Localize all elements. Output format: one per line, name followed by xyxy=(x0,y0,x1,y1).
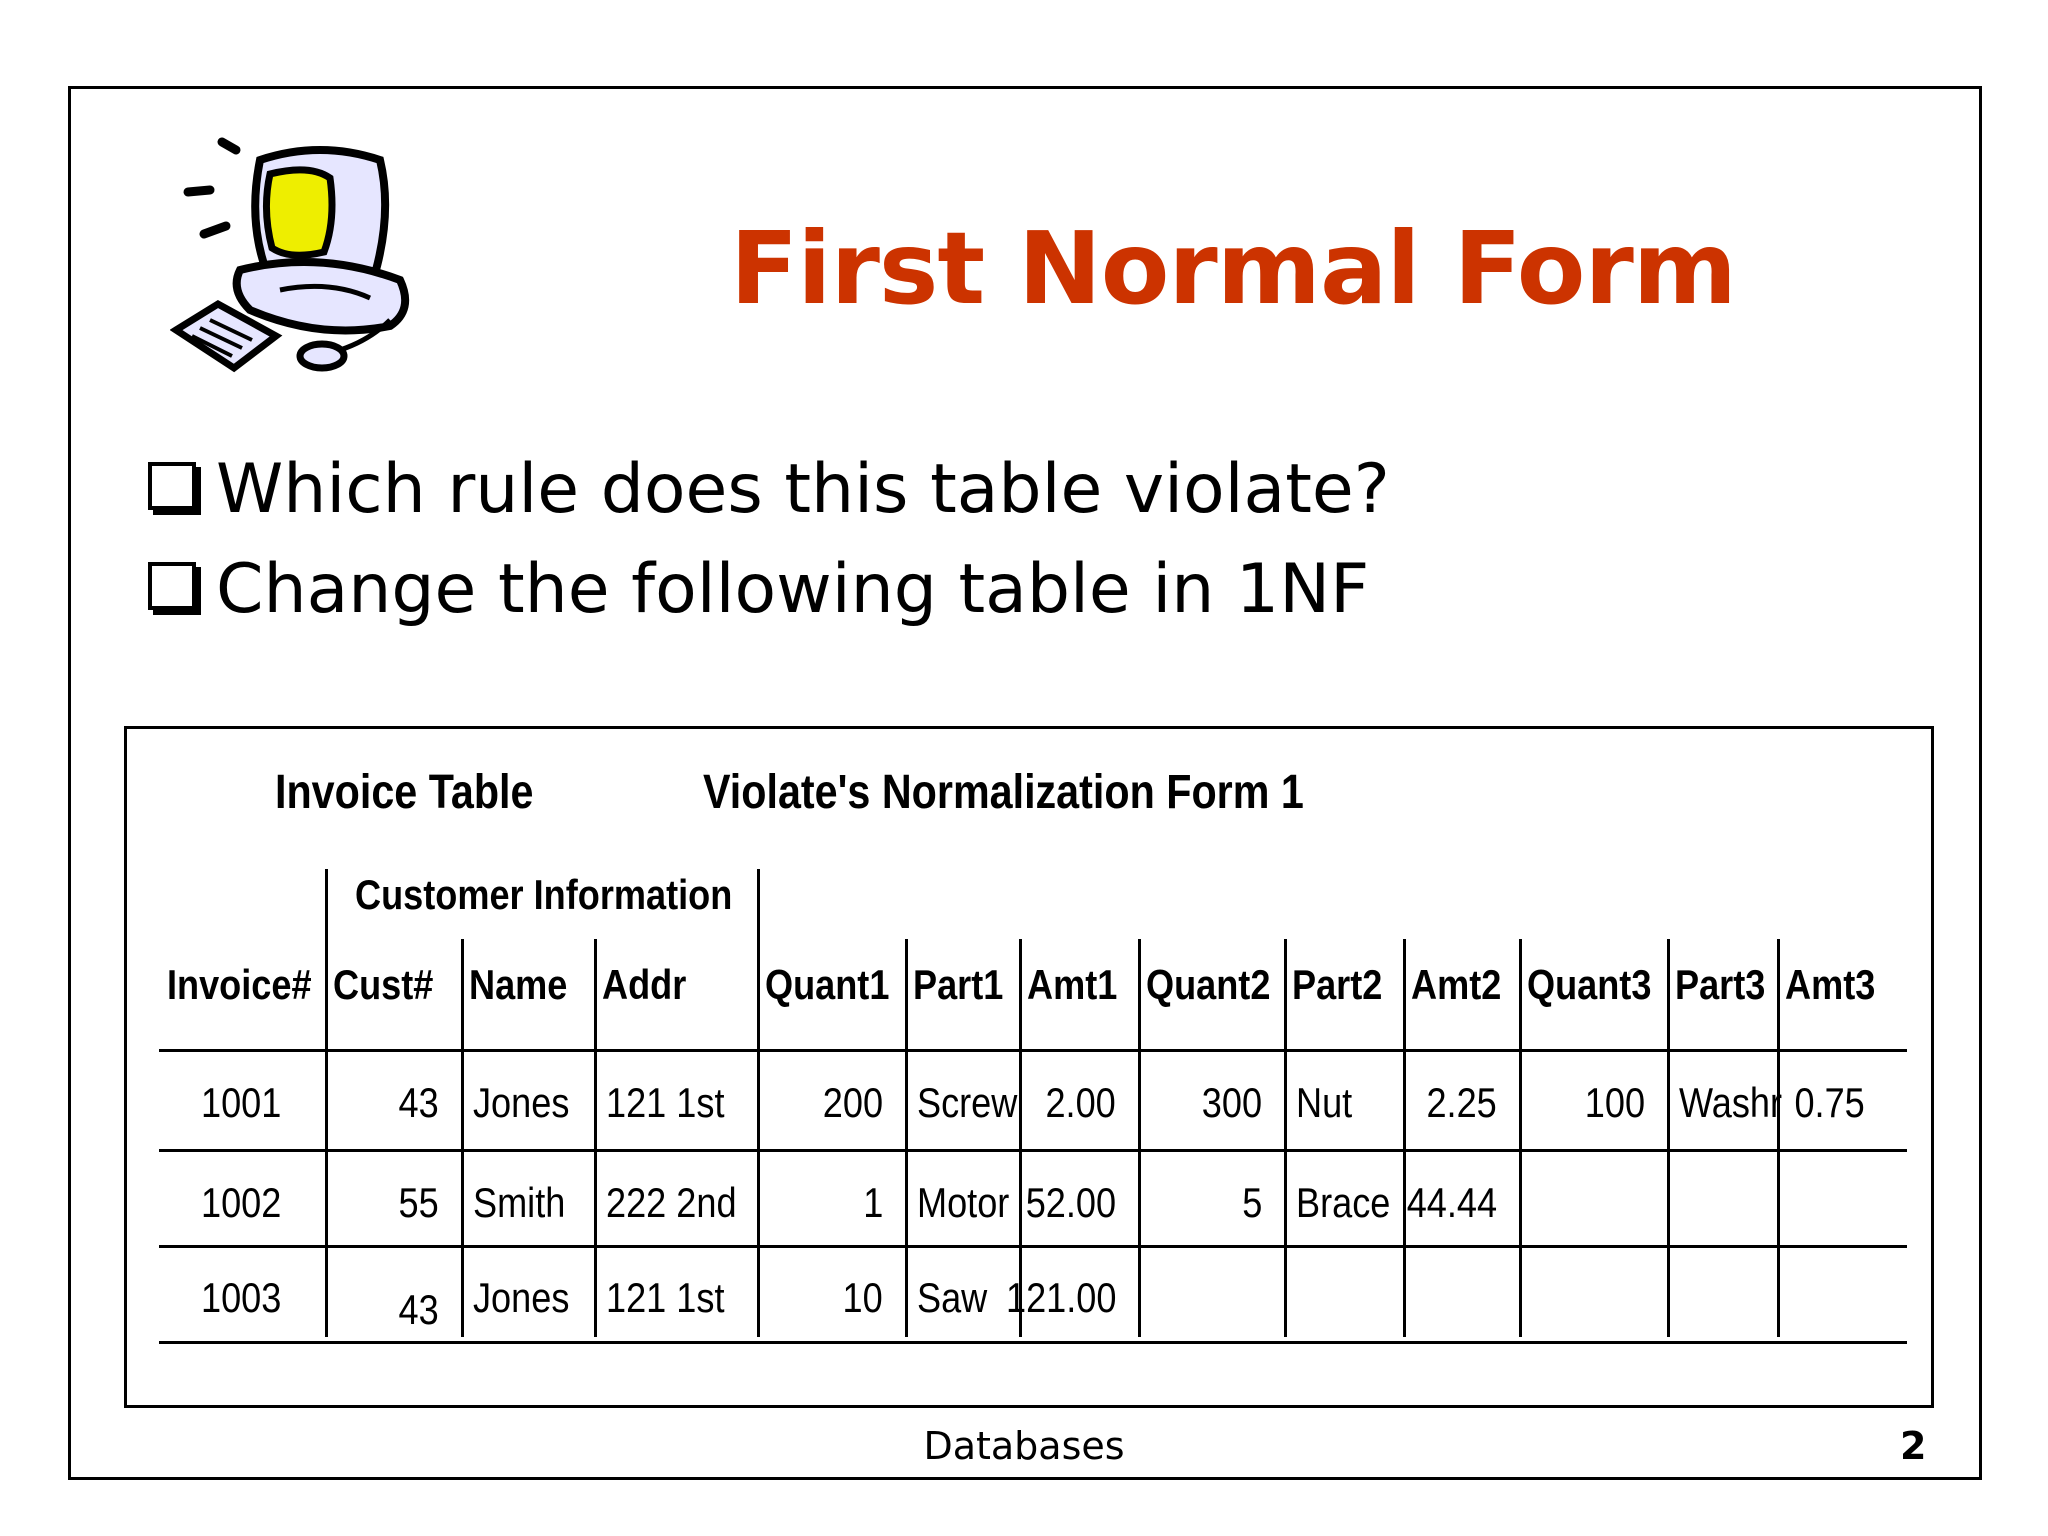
bullet-text: Change the following table in 1NF xyxy=(216,550,1370,629)
table-cell: Motor xyxy=(917,1179,1010,1226)
table-cell: Washr xyxy=(1679,1079,1783,1126)
table-column-divider xyxy=(1284,939,1287,1337)
column-header: Invoice# xyxy=(167,961,312,1008)
table-cell: 2.25 xyxy=(1426,1079,1497,1126)
column-header: Addr xyxy=(602,961,687,1008)
column-header: Part1 xyxy=(913,961,1004,1008)
table-cell: 100 xyxy=(1584,1079,1645,1126)
table-cell: Brace xyxy=(1296,1179,1391,1226)
column-header: Quant1 xyxy=(765,961,890,1008)
table-row-divider xyxy=(159,1245,1907,1248)
table-cell: 43 xyxy=(398,1079,439,1126)
computer-clipart-icon xyxy=(170,130,410,380)
table-cell: 300 xyxy=(1201,1079,1262,1126)
column-header: Part3 xyxy=(1675,961,1766,1008)
table-cell: 55 xyxy=(398,1179,439,1226)
page-number: 2 xyxy=(1900,1424,1927,1468)
table-cell: 0.75 xyxy=(1794,1079,1865,1126)
table-column-divider xyxy=(461,939,464,1337)
column-header: Part2 xyxy=(1292,961,1383,1008)
table-column-divider xyxy=(325,869,328,1337)
table-row-divider xyxy=(159,1049,1907,1052)
table-cell: Nut xyxy=(1296,1079,1353,1126)
group-header-customer-information: Customer Information xyxy=(355,871,733,918)
table-cell: 1002 xyxy=(201,1179,282,1226)
table-cell: Jones xyxy=(473,1274,570,1321)
table-cell: 2.00 xyxy=(1045,1079,1116,1126)
table-cell: 222 2nd xyxy=(606,1179,737,1226)
slide-footer: Databases xyxy=(923,1424,1125,1468)
bullet-item xyxy=(148,440,1390,540)
table-cell: Saw xyxy=(917,1274,988,1321)
table-row-divider xyxy=(159,1341,1907,1344)
column-header: Amt1 xyxy=(1027,961,1118,1008)
bullet-item xyxy=(148,540,1390,640)
table-cell: 52.00 xyxy=(1025,1179,1116,1226)
column-header: Cust# xyxy=(333,961,434,1008)
table-caption: Invoice Table xyxy=(275,766,534,819)
table-column-divider xyxy=(757,869,760,1337)
column-header: Quant3 xyxy=(1527,961,1652,1008)
column-header: Name xyxy=(469,961,568,1008)
table-cell: Screw xyxy=(917,1079,1018,1126)
table-cell: 5 xyxy=(1241,1179,1262,1226)
table-cell: 1003 xyxy=(201,1274,282,1321)
table-cell: 44.44 xyxy=(1406,1179,1497,1226)
table-caption-violation: Violate's Normalization Form 1 xyxy=(703,766,1304,819)
table-column-divider xyxy=(1519,939,1522,1337)
table-cell: 200 xyxy=(822,1079,883,1126)
table-cell: 121 1st xyxy=(606,1274,725,1321)
table-column-divider xyxy=(1138,939,1141,1337)
bullet-text: Which rule does this table violate? xyxy=(216,450,1390,529)
table-column-divider xyxy=(905,939,908,1337)
column-header: Amt2 xyxy=(1411,961,1502,1008)
table-cell: Jones xyxy=(473,1079,570,1126)
table-column-divider xyxy=(1403,939,1406,1337)
table-cell: 121 1st xyxy=(606,1079,725,1126)
table-cell: 121.00 xyxy=(1005,1274,1116,1321)
table-row-divider xyxy=(159,1149,1907,1152)
bullet-list xyxy=(148,440,1390,640)
table-cell: Smith xyxy=(473,1179,566,1226)
column-header: Amt3 xyxy=(1785,961,1876,1008)
square-bullet-icon xyxy=(148,462,196,510)
invoice-table-figure xyxy=(124,726,1934,1408)
table-cell: 43 xyxy=(398,1286,439,1333)
table-cell: 1001 xyxy=(201,1079,282,1126)
table-column-divider xyxy=(1667,939,1670,1337)
table-cell: 10 xyxy=(842,1274,883,1321)
table-column-divider xyxy=(594,939,597,1337)
table-cell: 1 xyxy=(862,1179,883,1226)
slide-title: First Normal Form xyxy=(730,210,1736,327)
square-bullet-icon xyxy=(148,562,196,610)
table-column-divider xyxy=(1777,939,1780,1337)
column-header: Quant2 xyxy=(1146,961,1271,1008)
